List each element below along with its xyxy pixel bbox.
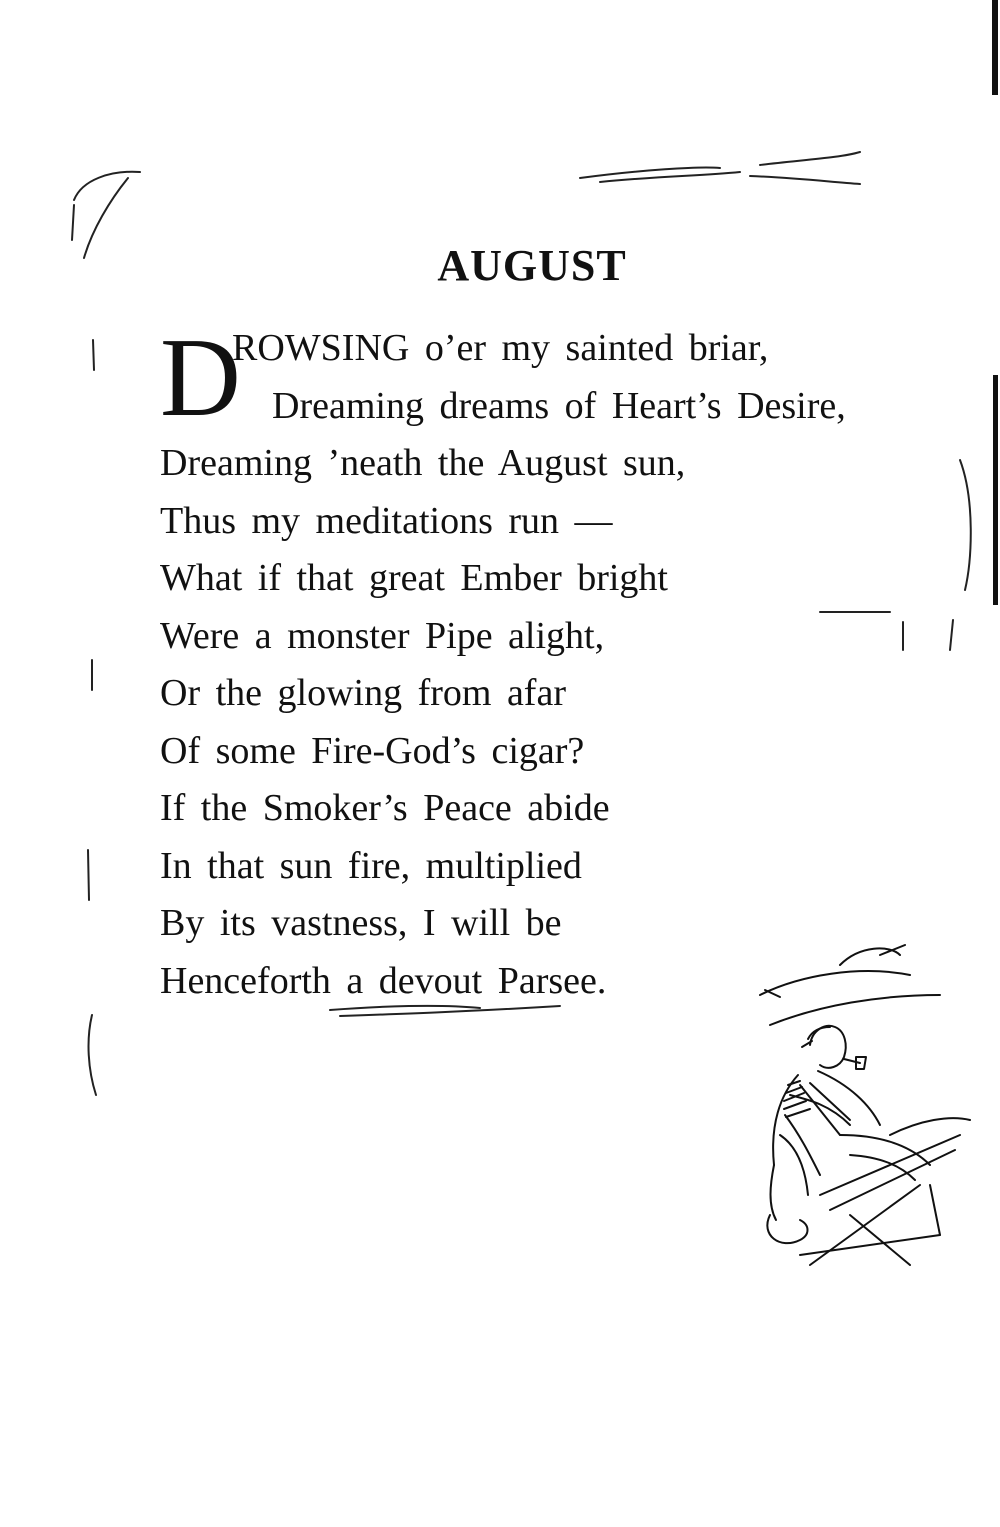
page-title: AUGUST: [437, 241, 627, 290]
poem-body: [160, 316, 940, 1010]
poem-line: [160, 320, 940, 378]
poem-line: Dreaming dreams of Heart’s Desire,: [272, 384, 846, 427]
drop-cap: D: [160, 316, 241, 440]
poem-line: Were a monster Pipe alight,: [160, 614, 605, 657]
poem-line: In that sun fire, multiplied: [160, 844, 582, 887]
poem-line: Henceforth a devout Parsee.: [160, 959, 607, 1002]
poem-line: By its vastness, I will be: [160, 902, 562, 944]
poem-line: Thus my meditations run —: [160, 499, 613, 542]
poem-line: Dreaming ’neath the August sun,: [160, 442, 686, 484]
first-line-rest: o’er my sainted briar,: [424, 327, 769, 369]
pipe-smoker-illustration: [740, 935, 980, 1280]
poem-line: If the Smoker’s Peace abide: [160, 787, 610, 829]
poem-line: What if that great Ember bright: [160, 557, 668, 599]
first-word-caps: ROWSING: [232, 327, 410, 369]
poem-line: Or the glowing from afar: [160, 672, 566, 714]
poem-line: Of some Fire-God’s cigar?: [160, 729, 585, 772]
